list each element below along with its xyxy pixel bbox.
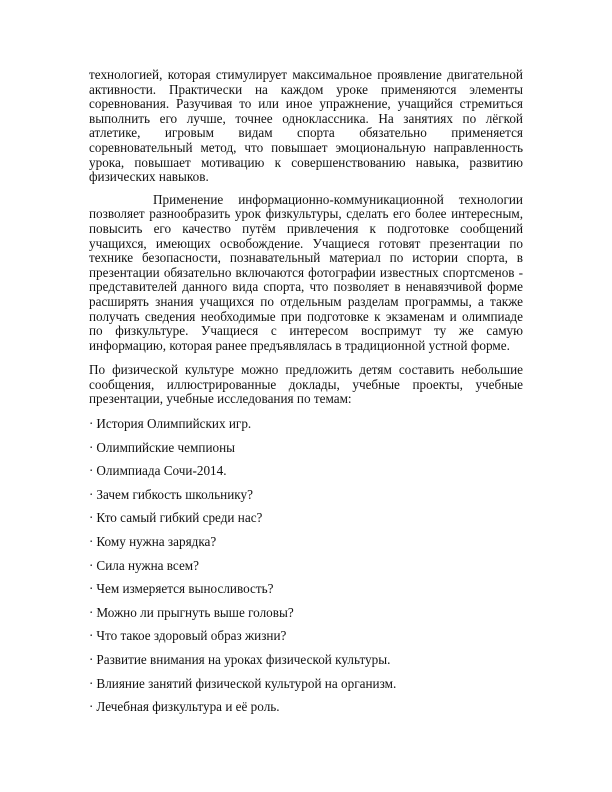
paragraph-topics-intro: По физической культуре можно предложить детям составить небольшие сообщения, иллюстрированные доклады, учебные проекты, учебные презентации, учебные исследования по темам: (89, 362, 523, 407)
topic-text: Олимпиада Сочи-2014. (96, 463, 227, 479)
bullet-symbol: · (89, 604, 94, 620)
list-item (89, 606, 523, 621)
list-item (89, 629, 523, 644)
topic-text: Сила нужна всем? (96, 557, 200, 573)
bullet-symbol: · (89, 557, 94, 573)
document-page (89, 68, 523, 724)
paragraph-ict-technology: Применение информационно-коммуникационной технологии позволяет разнообразить урок физкультуры, сделать его более интересным, повысить его качество путём привлечения к подготовке сообщений учащихся, имеющих освобождение. Учащиеся готовят презентации по технике безопасности, познавательный материал по истории спорта, в презентации обязательно включаются фотографии известных спортсменов - представителей данного вида спорта, что позволяет в ненавязчивой форме расширять знания учащихся по отдельным разделам программы, а также получать сведения необходимые при подготовке к экзаменам и олимпиаде по физкультуре. Учащиеся с интересом воспримут ту же самую информацию, которая ранее предъявлялась в традиционной устной форме. (89, 191, 523, 353)
list-item (89, 700, 523, 715)
list-item (89, 653, 523, 668)
list-item (89, 582, 523, 597)
bullet-symbol: · (89, 534, 94, 550)
paragraph-competition-method: технологией, которая стимулирует максимальное проявление двигательной активности. Практически на каждом уроке применяются элементы соревнования. Разучивая то или иное упражнение, учащийся стремиться выполнить его лучше, точнее одноклассника. На занятиях по лёгкой атлетике, игровым видам спорта обязательно применяется соревновательный метод, что повышает эмоциональную направленность урока, повышает мотивацию к совершенствованию навыка, развитию физических навыков. (89, 67, 523, 185)
topic-text: Зачем гибкость школьнику? (96, 486, 253, 502)
bullet-symbol: · (89, 652, 94, 667)
topic-text: Чем измеряется выносливость? (96, 581, 274, 597)
topic-text: Олимпийские чемпионы (96, 439, 236, 455)
list-item (89, 464, 523, 479)
topic-text: Можно ли прыгнуть выше головы? (96, 604, 294, 620)
topics-list (89, 417, 523, 715)
topic-text: Лечебная физкультура и её роль. (96, 699, 280, 715)
list-item (89, 559, 523, 574)
bullet-symbol: · (89, 699, 94, 715)
list-item (89, 511, 523, 526)
bullet-symbol: · (89, 486, 94, 502)
topic-text: Кто самый гибкий среди нас? (96, 510, 263, 526)
topic-text: Кому нужна зарядка? (96, 534, 217, 550)
list-item (89, 441, 523, 456)
topic-text: Развитие внимания на уроках физической культуры. (96, 652, 391, 667)
bullet-symbol: · (89, 439, 94, 455)
list-item (89, 417, 523, 432)
bullet-symbol: · (89, 628, 94, 644)
bullet-symbol: · (89, 675, 94, 691)
list-item (89, 535, 523, 550)
bullet-symbol: · (89, 581, 94, 597)
list-item (89, 488, 523, 503)
bullet-symbol: · (89, 510, 94, 526)
bullet-symbol: · (89, 463, 94, 479)
topic-text: История Олимпийских игр. (96, 416, 252, 432)
list-item (89, 677, 523, 692)
topic-text: Что такое здоровый образ жизни? (96, 628, 287, 644)
bullet-symbol: · (89, 416, 94, 432)
topic-text: Влияние занятий физической культурой на организм. (96, 675, 397, 691)
